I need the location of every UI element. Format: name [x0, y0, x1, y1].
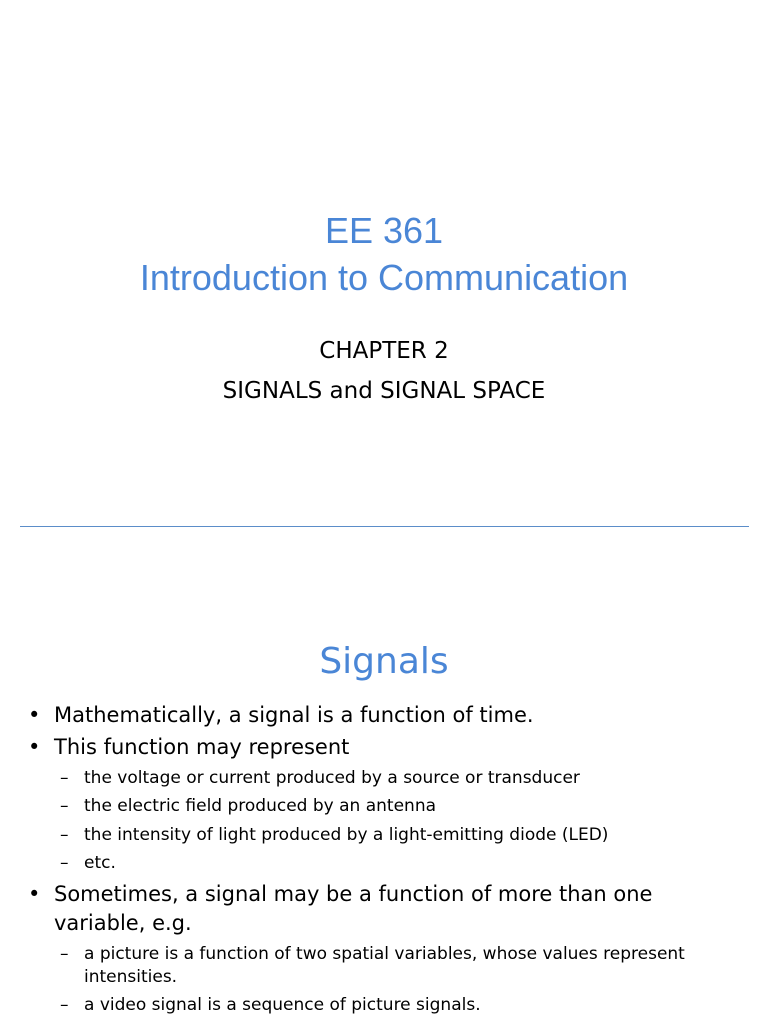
- bullet-text: This function may represent: [54, 735, 350, 759]
- sub-bullet-text: the voltage or current produced by a source or transducer: [84, 768, 580, 788]
- slide-title: Signals: [319, 641, 449, 682]
- chapter-subtitle: SIGNALS and SIGNAL SPACE: [222, 378, 546, 404]
- bullet-text: Mathematically, a signal is a function of time.: [54, 703, 534, 727]
- sub-bullet-marker: –: [60, 853, 69, 873]
- bullet-marker: •: [28, 882, 41, 906]
- sub-bullet-marker: –: [60, 944, 69, 964]
- sub-bullet-marker: –: [60, 796, 69, 816]
- sub-bullet-marker: –: [60, 768, 69, 788]
- bullet-text: variable, e.g.: [54, 911, 192, 935]
- chapter-label: CHAPTER 2: [319, 338, 449, 364]
- bullet-marker: •: [28, 703, 41, 727]
- sub-bullet-text: a video signal is a sequence of picture signals.: [84, 995, 481, 1015]
- sub-bullet-text: the intensity of light produced by a light-emitting diode (LED): [84, 825, 609, 845]
- sub-bullet-marker: –: [60, 995, 69, 1015]
- sub-bullet-text: etc.: [84, 853, 116, 873]
- sub-bullet-text: the electric field produced by an antenna: [84, 796, 437, 816]
- course-code: EE 361: [324, 210, 444, 251]
- sub-bullet-text: intensities.: [84, 967, 178, 987]
- signals-slide: [0, 527, 768, 1024]
- course-title: Introduction to Communication: [139, 257, 629, 298]
- bullet-marker: •: [28, 735, 41, 759]
- sub-bullet-text: a picture is a function of two spatial variables, whose values represent: [84, 944, 685, 964]
- sub-bullet-marker: –: [60, 825, 69, 845]
- bullet-text: Sometimes, a signal may be a function of more than one: [54, 882, 653, 906]
